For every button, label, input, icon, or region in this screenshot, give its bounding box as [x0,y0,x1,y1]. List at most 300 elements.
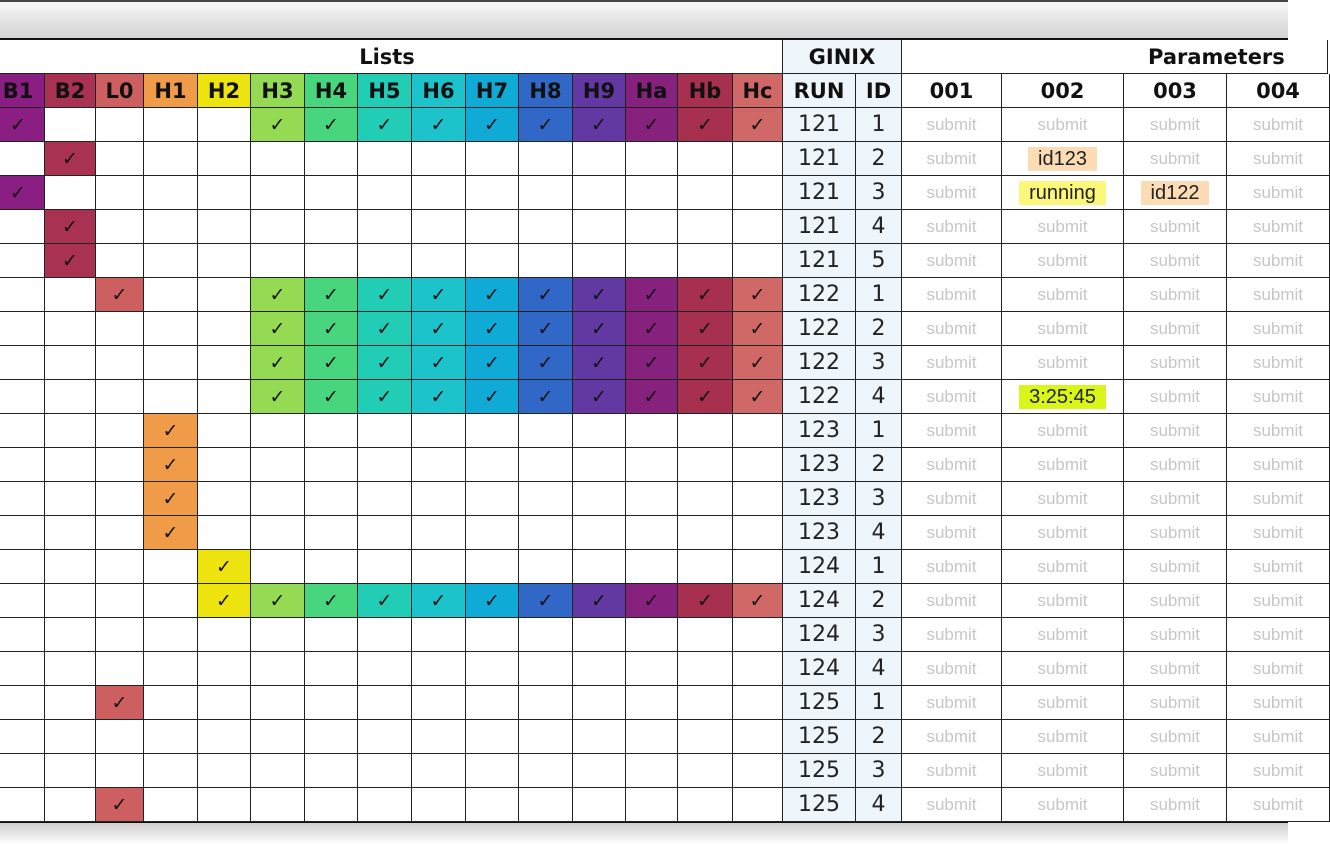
list-cell[interactable] [45,618,96,652]
submit-link[interactable]: submit [1149,488,1201,508]
submit-link[interactable]: submit [1252,590,1304,610]
param-cell[interactable] [902,176,1002,210]
list-cell[interactable] [678,448,733,482]
submit-link[interactable]: submit [1037,454,1088,474]
checked-cell[interactable]: ✓ [412,584,466,618]
list-cell[interactable] [519,142,573,176]
list-cell[interactable] [45,414,96,448]
list-cell[interactable] [198,176,251,210]
list-cell[interactable] [96,108,144,142]
param-cell[interactable] [1124,380,1227,414]
param-cell[interactable] [902,210,1002,244]
submit-link[interactable]: submit [1252,454,1304,474]
submit-link[interactable]: submit [1037,794,1088,814]
list-cell[interactable] [251,550,305,584]
list-cell[interactable] [144,618,198,652]
list-cell[interactable] [358,550,412,584]
list-cell[interactable] [358,686,412,720]
param-cell[interactable] [902,142,1002,176]
list-cell[interactable] [573,720,626,754]
checked-cell[interactable]: ✓ [305,312,358,346]
param-cell[interactable] [1002,414,1124,448]
list-cell[interactable] [733,448,783,482]
list-cell[interactable] [466,176,519,210]
list-cell[interactable] [626,686,678,720]
list-cell[interactable] [144,652,198,686]
list-cell[interactable] [466,754,519,788]
list-cell[interactable] [144,346,198,380]
param-cell[interactable] [1124,346,1227,380]
list-cell[interactable] [626,448,678,482]
list-cell[interactable] [678,720,733,754]
param-cell[interactable] [1227,244,1330,278]
submit-link[interactable]: submit [1037,522,1088,542]
param-cell[interactable] [1227,380,1330,414]
list-cell[interactable] [573,652,626,686]
checked-cell[interactable]: ✓ [733,346,783,380]
checked-cell[interactable]: ✓ [198,584,251,618]
param-cell[interactable] [1227,618,1330,652]
submit-link[interactable]: submit [1252,624,1304,644]
list-cell[interactable] [144,142,198,176]
list-cell[interactable] [0,380,45,414]
list-cell[interactable] [678,618,733,652]
list-cell[interactable] [0,720,45,754]
submit-link[interactable]: submit [1037,352,1088,372]
list-cell[interactable] [573,414,626,448]
submit-link[interactable]: submit [926,148,977,168]
checked-cell[interactable]: ✓ [412,278,466,312]
list-cell[interactable] [678,754,733,788]
checked-cell[interactable]: ✓ [678,278,733,312]
param-cell[interactable] [1227,516,1330,550]
list-cell[interactable] [198,686,251,720]
list-cell[interactable] [626,210,678,244]
param-cell[interactable] [1002,346,1124,380]
list-cell[interactable] [358,788,412,822]
param-cell[interactable] [902,278,1002,312]
list-cell[interactable] [733,788,783,822]
list-cell[interactable] [144,176,198,210]
list-cell[interactable] [573,448,626,482]
list-cell[interactable] [412,244,466,278]
param-cell[interactable] [1124,584,1227,618]
list-cell[interactable] [678,176,733,210]
submit-link[interactable]: submit [1037,760,1088,780]
checked-cell[interactable]: ✓ [144,482,198,516]
list-cell[interactable] [626,414,678,448]
submit-link[interactable]: submit [1037,624,1088,644]
list-cell[interactable] [45,550,96,584]
list-cell[interactable] [678,652,733,686]
checked-cell[interactable]: ✓ [305,108,358,142]
submit-link[interactable]: submit [1149,692,1201,712]
submit-link[interactable]: submit [926,794,977,814]
submit-link[interactable]: submit [1252,488,1304,508]
list-cell[interactable] [45,788,96,822]
submit-link[interactable]: submit [1252,522,1304,542]
list-cell[interactable] [45,108,96,142]
param-cell[interactable] [1227,584,1330,618]
checked-cell[interactable]: ✓ [358,312,412,346]
list-cell[interactable] [96,346,144,380]
list-cell[interactable] [305,210,358,244]
list-cell[interactable] [519,754,573,788]
list-cell[interactable] [519,244,573,278]
submit-link[interactable]: submit [1252,658,1304,678]
submit-link[interactable]: submit [926,318,977,338]
checked-cell[interactable]: ✓ [733,584,783,618]
list-cell[interactable] [96,244,144,278]
list-cell[interactable] [733,754,783,788]
submit-link[interactable]: submit [1037,658,1088,678]
status-badge[interactable]: id123 [1028,147,1097,171]
col-header-h2[interactable]: H2 [198,74,251,108]
list-cell[interactable] [0,652,45,686]
submit-link[interactable]: submit [1149,318,1201,338]
list-cell[interactable] [0,754,45,788]
col-header-h4[interactable]: H4 [305,74,358,108]
list-cell[interactable] [678,142,733,176]
list-cell[interactable] [144,788,198,822]
list-cell[interactable] [0,788,45,822]
status-badge[interactable]: id122 [1141,181,1210,205]
list-cell[interactable] [144,754,198,788]
list-cell[interactable] [466,516,519,550]
param-cell[interactable] [902,108,1002,142]
submit-link[interactable]: submit [1252,386,1304,406]
status-badge[interactable]: 3:25:45 [1019,385,1106,409]
param-cell[interactable] [1227,176,1330,210]
param-cell[interactable] [1124,788,1227,822]
list-cell[interactable] [45,516,96,550]
param-cell[interactable] [1227,720,1330,754]
list-cell[interactable] [0,516,45,550]
list-cell[interactable] [466,482,519,516]
list-cell[interactable] [96,516,144,550]
param-cell[interactable] [1002,448,1124,482]
list-cell[interactable] [251,686,305,720]
param-cell[interactable] [1002,278,1124,312]
list-cell[interactable] [198,346,251,380]
list-cell[interactable] [251,788,305,822]
param-cell[interactable] [1124,652,1227,686]
checked-cell[interactable]: ✓ [96,278,144,312]
list-cell[interactable] [96,754,144,788]
list-cell[interactable] [626,176,678,210]
list-cell[interactable] [96,142,144,176]
list-cell[interactable] [412,686,466,720]
checked-cell[interactable]: ✓ [144,516,198,550]
list-cell[interactable] [573,754,626,788]
list-cell[interactable] [198,516,251,550]
list-cell[interactable] [198,210,251,244]
list-cell[interactable] [678,550,733,584]
list-cell[interactable] [412,618,466,652]
list-cell[interactable] [198,142,251,176]
list-cell[interactable] [305,788,358,822]
list-cell[interactable] [144,244,198,278]
checked-cell[interactable]: ✓ [358,346,412,380]
list-cell[interactable] [626,720,678,754]
list-cell[interactable] [678,244,733,278]
param-cell[interactable] [1002,244,1124,278]
list-cell[interactable] [466,618,519,652]
list-cell[interactable] [45,652,96,686]
checked-cell[interactable]: ✓ [678,108,733,142]
list-cell[interactable] [198,414,251,448]
param-cell[interactable] [902,618,1002,652]
checked-cell[interactable]: ✓ [733,108,783,142]
list-cell[interactable] [0,448,45,482]
list-cell[interactable] [733,516,783,550]
list-cell[interactable] [733,210,783,244]
submit-link[interactable]: submit [1149,148,1201,168]
list-cell[interactable] [0,142,45,176]
checked-cell[interactable]: ✓ [733,380,783,414]
list-cell[interactable] [96,482,144,516]
list-cell[interactable] [519,414,573,448]
checked-cell[interactable]: ✓ [198,550,251,584]
submit-link[interactable]: submit [926,420,977,440]
submit-link[interactable]: submit [1149,454,1201,474]
submit-link[interactable]: submit [1037,692,1088,712]
checked-cell[interactable]: ✓ [626,108,678,142]
list-cell[interactable] [251,754,305,788]
checked-cell[interactable]: ✓ [412,108,466,142]
checked-cell[interactable]: ✓ [358,380,412,414]
checked-cell[interactable]: ✓ [251,108,305,142]
param-cell[interactable] [1002,516,1124,550]
submit-link[interactable]: submit [1149,420,1201,440]
list-cell[interactable] [144,312,198,346]
checked-cell[interactable]: ✓ [0,108,45,142]
checked-cell[interactable]: ✓ [519,312,573,346]
checked-cell[interactable]: ✓ [305,380,358,414]
checked-cell[interactable]: ✓ [251,312,305,346]
submit-link[interactable]: submit [926,182,977,202]
col-header-h7[interactable]: H7 [466,74,519,108]
list-cell[interactable] [45,176,96,210]
list-cell[interactable] [626,754,678,788]
list-cell[interactable] [358,244,412,278]
col-header-h3[interactable]: H3 [251,74,305,108]
list-cell[interactable] [198,380,251,414]
col-header-param-003[interactable]: 003 [1124,74,1227,108]
submit-link[interactable]: submit [1037,318,1088,338]
param-cell[interactable] [902,584,1002,618]
param-cell[interactable] [902,448,1002,482]
checked-cell[interactable]: ✓ [733,278,783,312]
param-cell[interactable] [1124,414,1227,448]
param-cell[interactable] [1002,584,1124,618]
list-cell[interactable] [733,142,783,176]
list-cell[interactable] [144,210,198,244]
col-header-ha[interactable]: Ha [626,74,678,108]
checked-cell[interactable]: ✓ [466,346,519,380]
submit-link[interactable]: submit [1149,216,1201,236]
list-cell[interactable] [412,652,466,686]
list-cell[interactable] [519,618,573,652]
list-cell[interactable] [251,142,305,176]
list-cell[interactable] [573,142,626,176]
param-cell[interactable] [1124,482,1227,516]
param-cell[interactable] [1124,720,1227,754]
checked-cell[interactable]: ✓ [573,584,626,618]
list-cell[interactable] [144,108,198,142]
col-header-h9[interactable]: H9 [573,74,626,108]
list-cell[interactable] [45,482,96,516]
param-cell[interactable] [1124,516,1227,550]
list-cell[interactable] [733,618,783,652]
submit-link[interactable]: submit [1037,420,1088,440]
submit-link[interactable]: submit [1149,760,1201,780]
param-cell[interactable] [1002,550,1124,584]
list-cell[interactable] [45,380,96,414]
param-cell[interactable] [1227,482,1330,516]
list-cell[interactable] [0,312,45,346]
list-cell[interactable] [251,244,305,278]
list-cell[interactable] [305,516,358,550]
param-cell[interactable] [1227,142,1330,176]
list-cell[interactable] [733,482,783,516]
list-cell[interactable] [305,176,358,210]
submit-link[interactable]: submit [1149,556,1201,576]
checked-cell[interactable]: ✓ [573,108,626,142]
list-cell[interactable] [0,414,45,448]
checked-cell[interactable]: ✓ [358,584,412,618]
submit-link[interactable]: submit [926,726,977,746]
col-header-h8[interactable]: H8 [519,74,573,108]
list-cell[interactable] [0,550,45,584]
checked-cell[interactable]: ✓ [573,346,626,380]
checked-cell[interactable]: ✓ [358,108,412,142]
list-cell[interactable] [466,244,519,278]
checked-cell[interactable]: ✓ [96,686,144,720]
list-cell[interactable] [466,720,519,754]
submit-link[interactable]: submit [926,624,977,644]
list-cell[interactable] [733,244,783,278]
submit-link[interactable]: submit [1252,692,1304,712]
list-cell[interactable] [96,652,144,686]
submit-link[interactable]: submit [1252,352,1304,372]
submit-link[interactable]: submit [1149,726,1201,746]
submit-link[interactable]: submit [1252,794,1304,814]
list-cell[interactable] [573,244,626,278]
param-cell[interactable] [1002,312,1124,346]
param-cell[interactable] [1227,788,1330,822]
param-cell[interactable] [1002,686,1124,720]
list-cell[interactable] [466,652,519,686]
checked-cell[interactable]: ✓ [573,312,626,346]
checked-cell[interactable]: ✓ [519,108,573,142]
param-cell[interactable] [1124,312,1227,346]
checked-cell[interactable]: ✓ [45,142,96,176]
list-cell[interactable] [305,550,358,584]
param-cell[interactable] [1227,312,1330,346]
param-cell[interactable] [1124,210,1227,244]
list-cell[interactable] [45,448,96,482]
param-cell[interactable] [1002,754,1124,788]
checked-cell[interactable]: ✓ [573,380,626,414]
col-header-id[interactable]: ID [856,74,902,108]
list-cell[interactable] [144,550,198,584]
submit-link[interactable]: submit [1252,318,1304,338]
param-cell[interactable] [1227,550,1330,584]
submit-link[interactable]: submit [926,590,977,610]
param-cell[interactable] [1124,754,1227,788]
checked-cell[interactable]: ✓ [466,108,519,142]
submit-link[interactable]: submit [926,386,977,406]
submit-link[interactable]: submit [1037,488,1088,508]
submit-link[interactable]: submit [1252,148,1304,168]
checked-cell[interactable]: ✓ [96,788,144,822]
list-cell[interactable] [144,584,198,618]
submit-link[interactable]: submit [1037,590,1088,610]
list-cell[interactable] [519,516,573,550]
param-cell[interactable] [1124,142,1227,176]
param-cell[interactable] [1124,108,1227,142]
list-cell[interactable] [96,584,144,618]
list-cell[interactable] [626,244,678,278]
list-cell[interactable] [412,176,466,210]
list-cell[interactable] [96,380,144,414]
param-cell[interactable] [1227,278,1330,312]
list-cell[interactable] [573,176,626,210]
submit-link[interactable]: submit [1252,216,1304,236]
checked-cell[interactable]: ✓ [519,380,573,414]
submit-link[interactable]: submit [1037,284,1088,304]
param-cell[interactable] [902,346,1002,380]
param-cell[interactable] [1227,108,1330,142]
param-cell[interactable] [902,244,1002,278]
checked-cell[interactable]: ✓ [519,278,573,312]
list-cell[interactable] [0,278,45,312]
list-cell[interactable] [626,652,678,686]
submit-link[interactable]: submit [1037,114,1088,134]
list-cell[interactable] [573,788,626,822]
list-cell[interactable] [0,210,45,244]
list-cell[interactable] [96,176,144,210]
list-cell[interactable] [412,482,466,516]
checked-cell[interactable]: ✓ [412,346,466,380]
list-cell[interactable] [412,210,466,244]
list-cell[interactable] [144,720,198,754]
checked-cell[interactable]: ✓ [412,312,466,346]
list-cell[interactable] [573,482,626,516]
col-header-b1[interactable]: B1 [0,74,45,108]
param-cell[interactable] [1002,108,1124,142]
submit-link[interactable]: submit [926,250,977,270]
list-cell[interactable] [519,686,573,720]
submit-link[interactable]: submit [1037,556,1088,576]
list-cell[interactable] [96,618,144,652]
list-cell[interactable] [305,618,358,652]
list-cell[interactable] [412,720,466,754]
param-cell[interactable] [902,652,1002,686]
submit-link[interactable]: submit [926,692,977,712]
list-cell[interactable] [466,550,519,584]
submit-link[interactable]: submit [1037,250,1088,270]
list-cell[interactable] [45,686,96,720]
list-cell[interactable] [144,278,198,312]
param-cell[interactable] [1002,210,1124,244]
list-cell[interactable] [144,380,198,414]
status-badge[interactable]: running [1019,181,1106,205]
submit-link[interactable]: submit [926,658,977,678]
submit-link[interactable]: submit [926,352,977,372]
list-cell[interactable] [678,516,733,550]
